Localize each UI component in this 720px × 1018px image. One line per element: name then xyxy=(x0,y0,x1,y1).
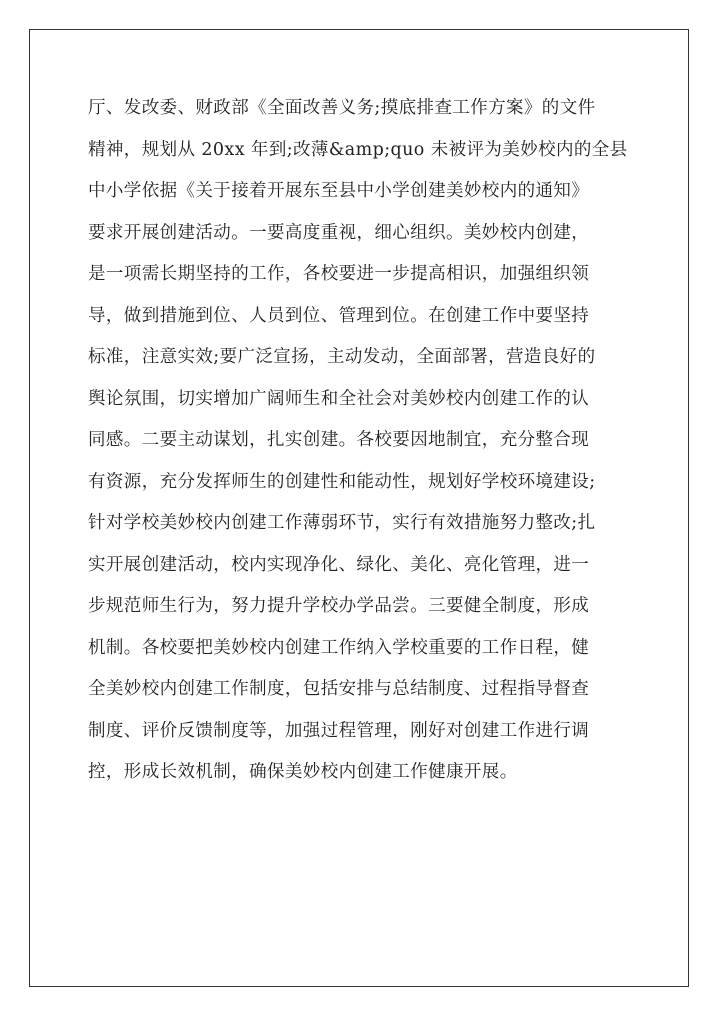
text-line: 标准，注意实效;要广泛宣扬，主动发动，全面部署，营造良好的 xyxy=(88,347,596,367)
document-body xyxy=(88,88,648,794)
text-line: 控，形成长效机制，确保美妙校内创建工作健康开展。 xyxy=(88,762,518,782)
text-line: 精神，规划从 20xx 年到;改薄&amp;quo 未被评为美妙校内的全县 xyxy=(88,139,628,160)
text-line: 实开展创建活动，校内实现净化、绿化、美化、亮化管理，进一 xyxy=(88,554,590,575)
text-line: 中小学依据《关于接着开展东至县中小学创建美妙校内的通知》 xyxy=(88,181,590,201)
text-line: 是一项需长期坚持的工作，各校要进一步提高相识，加强组织领 xyxy=(88,264,590,284)
text-line: 同感。二要主动谋划，扎实创建。各校要因地制宜，充分整合现 xyxy=(88,430,590,450)
text-line: 制度、评价反馈制度等，加强过程管理，刚好对创建工作进行调 xyxy=(88,720,590,741)
text-line: 要求开展创建活动。一要高度重视，细心组织。美妙校内创建， xyxy=(88,222,590,243)
text-line: 舆论氛围，切实增加广阔师生和全社会对美妙校内创建工作的认 xyxy=(88,388,590,409)
text-line: 针对学校美妙校内创建工作薄弱环节，实行有效措施努力整改;扎 xyxy=(88,513,596,533)
text-line: 有资源，充分发挥师生的创建性和能动性，规划好学校环境建设; xyxy=(88,471,596,492)
text-line: 全美妙校内创建工作制度，包括安排与总结制度、过程指导督查 xyxy=(88,679,590,699)
text-line: 导，做到措施到位、人员到位、管理到位。在创建工作中要坚持 xyxy=(88,305,590,326)
text-line: 厅、发改委、财政部《全面改善义务;摸底排查工作方案》的文件 xyxy=(88,98,596,118)
text-line: 步规范师生行为，努力提升学校办学品尝。三要健全制度，形成 xyxy=(88,596,590,616)
text-line: 机制。各校要把美妙校内创建工作纳入学校重要的工作日程，健 xyxy=(88,637,590,658)
